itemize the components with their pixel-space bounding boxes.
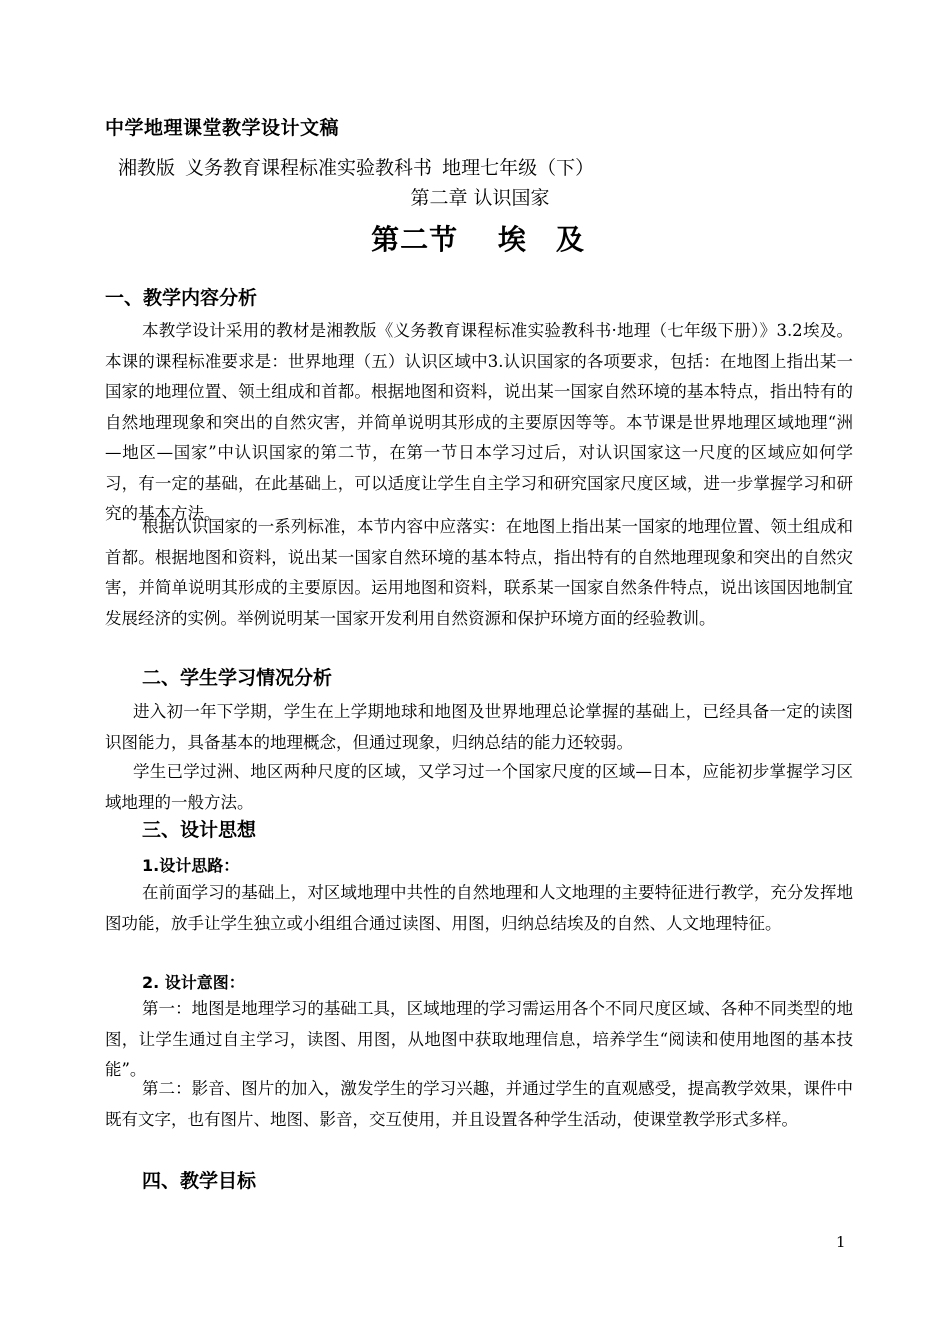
paragraph-design-intent-1: 第一：地图是地理学习的基础工具，区域地理的学习需运用各个不同尺度区域、各种不同类型的地图，让学生通过自主学习，读图、用图，从地图中获取地理信息，培养学生“阅读和使用地图的基本技能”。 (105, 999, 853, 1079)
heading-student-analysis: 二、学生学习情况分析 (142, 667, 333, 689)
lesson-title: 第二节 埃 及 (371, 223, 585, 256)
paragraph-student-analysis-1: 进入初一年下学期，学生在上学期地球和地图及世界地理总论掌握的基础上，已经具备一定的读图识图能力，具备基本的地理概念，但通过现象，归纳总结的能力还较弱。 (105, 702, 853, 752)
subheading-design-intent: 2. 设计意图： (142, 973, 245, 992)
subheading-design-approach: 1.设计思路： (142, 856, 240, 875)
document-title: 中学地理课堂教学设计文稿 (105, 117, 340, 139)
chapter-title: 第二章 认识国家 (410, 187, 550, 209)
paragraph-content-analysis-1: 本教学设计采用的教材是湘教版《义务教育课程标准实验教科书·地理（七年级下册）》3.2埃及。本课的课程标准要求是：世界地理（五）认识区域中3.认识国家的各项要求，包括：在地图上指出某一国家的地理位置、领土组成和首都。根据地图和资料，说出某一国家自然环境的基本特点，指出特有的自然地理现象和突出的自然灾害，并简单说明其形成的主要原因等等。本节课是世界地理区域地理“洲—地区—国家”中认识国家的第二节，在第一节日本学习过后，对认识国家这一尺度的区域应如何学习，有一定的基础，在此基础上，可以适度让学生自主学习和研究国家尺度区域，进一步掌握学习和研究的基本方法。 (105, 321, 853, 523)
heading-teaching-goals: 四、教学目标 (142, 1170, 257, 1192)
paragraph-student-analysis-2: 学生已学过洲、地区两种尺度的区域，又学习过一个国家尺度的区域—日本，应能初步掌握学习区域地理的一般方法。 (105, 762, 853, 812)
paragraph-design-approach: 在前面学习的基础上，对区域地理中共性的自然地理和人文地理的主要特征进行教学，充分发挥地图功能，放手让学生独立或小组组合通过读图、用图，归纳总结埃及的自然、人文地理特征。 (105, 883, 853, 933)
heading-content-analysis: 一、教学内容分析 (105, 287, 258, 309)
paragraph-design-intent-2: 第二：影音、图片的加入，激发学生的学习兴趣，并通过学生的直观感受，提高教学效果，课件中既有文字，也有图片、地图、影音，交互使用，并且设置各种学生活动，使课堂教学形式多样。 (105, 1079, 853, 1129)
textbook-series-line: 湘教版 义务教育课程标准实验教科书 地理七年级（下） (118, 157, 595, 179)
heading-design-idea: 三、设计思想 (142, 819, 257, 841)
page-number: 1 (836, 1233, 846, 1251)
paragraph-content-analysis-2: 根据认识国家的一系列标准，本节内容中应落实：在地图上指出某一国家的地理位置、领土组成和首都。根据地图和资料，说出某一国家自然环境的基本特点，指出特有的自然地理现象和突出的自然灾害，并简单说明其形成的主要原因。运用地图和资料，联系某一国家自然条件特点，说出该国因地制宜发展经济的实例。举例说明某一国家开发利用自然资源和保护环境方面的经验教训。 (105, 517, 853, 628)
